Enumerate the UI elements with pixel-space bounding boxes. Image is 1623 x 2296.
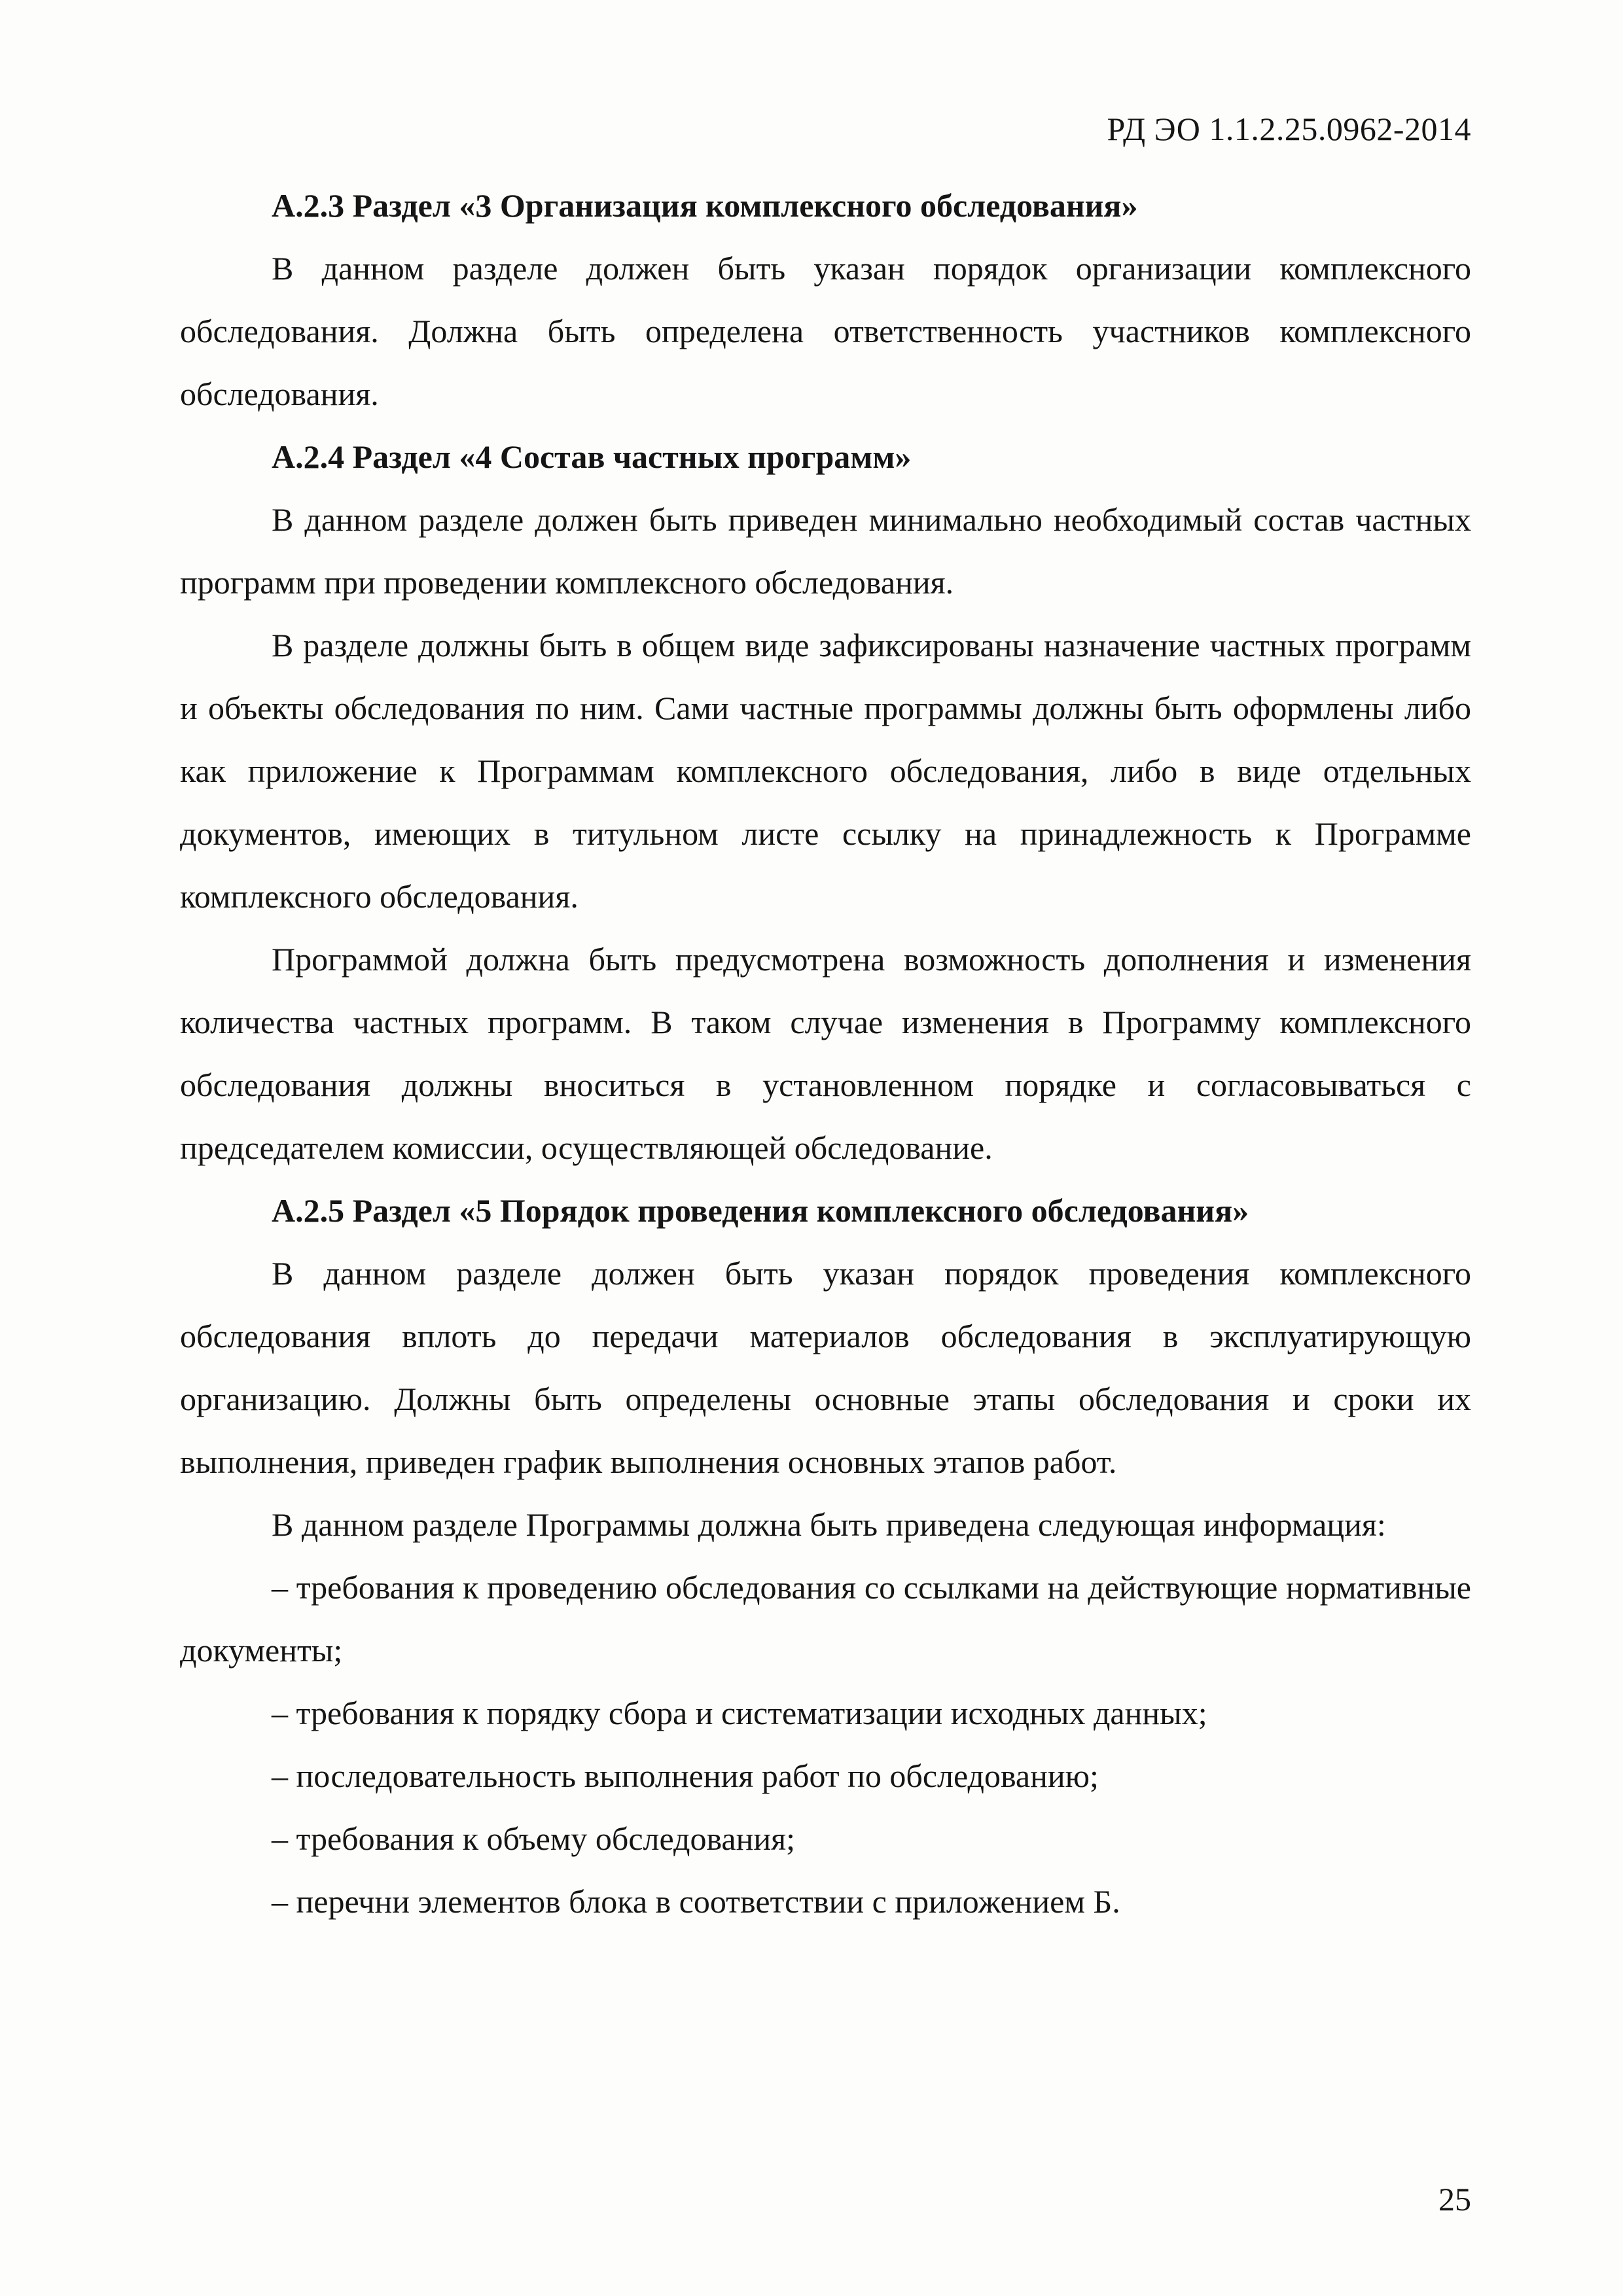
section-a-2-4 (180, 425, 1471, 1179)
list-item: – перечни элементов блока в соответствии с приложением Б. (272, 1883, 1120, 1920)
requirements-list (180, 1556, 1471, 1933)
document-code: РД ЭО 1.1.2.25.0962-2014 (1107, 111, 1471, 147)
paragraph: Программой должна быть предусмотрена возможность дополнения и изменения количества частных программ. В таком случае изменения в Программу комплексного обследования должны вноситься в установленном порядке и согласовываться с председателем комиссии, осуществляющей обследование. (180, 941, 1471, 1166)
paragraph: В данном разделе должен быть указан порядок проведения комплексного обследования вплоть до передачи материалов обследования в эксплуатирующую организацию. Должны быть определены основные этапы обследования и сроки их выполнения, приведен график выполнения основных этапов работ. (180, 1255, 1471, 1480)
section-a-2-5 (180, 1179, 1471, 1933)
page-number: 25 (1438, 2181, 1471, 2217)
section-heading: А.2.5 Раздел «5 Порядок проведения комплексного обследования» (272, 1192, 1249, 1229)
list-item: – требования к порядку сбора и систематизации исходных данных; (272, 1695, 1207, 1731)
paragraph: В разделе должны быть в общем виде зафиксированы назначение частных программ и объекты обследования по ним. Сами частные программы должны быть оформлены либо как приложение к Программам комплексного обследования, либо в виде отдельных документов, имеющих в титульном листе ссылку на принадлежность к Программе комплексного обследования. (180, 627, 1471, 915)
paragraph: В данном разделе должен быть приведен минимально необходимый состав частных программ при проведении комплексного обследования. (180, 501, 1471, 601)
section-a-2-3 (180, 174, 1471, 425)
list-item: – требования к объему обследования; (272, 1820, 796, 1857)
paragraph: В данном разделе Программы должна быть приведена следующая информация: (272, 1506, 1386, 1543)
paragraph: В данном разделе должен быть указан порядок организации комплексного обследования. Должна быть определена ответственность участников комплексного обследования. (180, 250, 1471, 412)
document-body (180, 174, 1471, 1933)
list-item: – последовательность выполнения работ по обследованию; (272, 1757, 1099, 1794)
section-heading: А.2.4 Раздел «4 Состав частных программ» (272, 438, 912, 475)
section-heading: А.2.3 Раздел «3 Организация комплексного обследования» (272, 187, 1138, 224)
list-item: – требования к проведению обследования со ссылками на действующие нормативные документы; (180, 1569, 1471, 1669)
